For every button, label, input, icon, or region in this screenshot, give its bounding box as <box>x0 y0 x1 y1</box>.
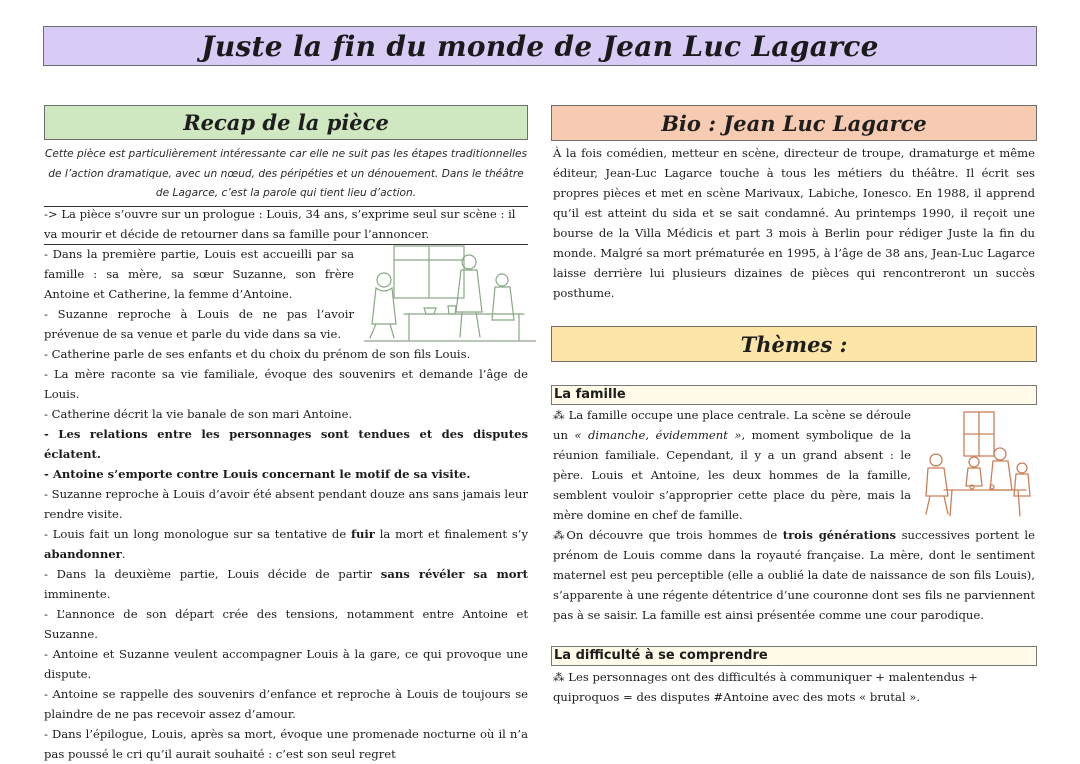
summary-line-12: - Antoine et Suzanne veulent accompagner Louis à la gare, ce qui provoque une dispute. <box>44 647 528 681</box>
famille-p2-bold: trois générations <box>782 528 897 542</box>
summary-line-7 <box>44 464 528 484</box>
bio-heading: Bio : Jean Luc Lagarce <box>661 110 927 136</box>
famille-para-1 <box>553 405 911 525</box>
summary-line-10 <box>44 564 528 604</box>
summary-line-1: - Dans la première partie, Louis est accueilli par sa famille : sa mère, sa sœur Suzanne, son frère Antoine et Catherine, la femme d’Antoine. <box>44 247 354 301</box>
famille-p1-a: ⁂ La famille occupe une place centrale. La scène se déroule un <box>553 408 911 442</box>
summary-line-13: - Antoine se rappelle des souvenirs d’enfance et reproche à Louis de toujours se plaindre de ne pas recevoir assez d’amour. <box>44 687 528 721</box>
summary-line-2: - Suzanne reproche à Louis de ne pas l’avoir prévenue de sa venue et parle du vide dans sa vie. <box>44 307 354 341</box>
summary-line-5: - Catherine décrit la vie banale de son mari Antoine. <box>44 407 353 421</box>
recap-heading: Recap de la pièce <box>183 110 389 135</box>
summary-line-10-bold: sans révéler sa mort <box>380 567 528 581</box>
summary-line-6 <box>44 424 528 464</box>
summary-line-11: - L’annonce de son départ crée des tensions, notamment entre Antoine et Suzanne. <box>44 607 528 641</box>
summary-line-10-a: - Dans la deuxième partie, Louis décide de partir <box>44 567 381 581</box>
recap-intro: Cette pièce est particulièrement intéressante car elle ne suit pas les étapes traditionnelles de l’action dramatique, avec un nœud, des péripéties et un dénouement. Dans le théâtre de Lagarce, c’est la parole qui tient lieu d’action. <box>44 145 528 207</box>
recap-heading-box <box>44 105 528 140</box>
famille-subheading: La famille <box>551 385 1037 405</box>
recap-summary <box>44 244 528 764</box>
famille-para-2 <box>553 525 1035 625</box>
title-banner <box>43 26 1037 66</box>
famille-p2-a: ⁂On découvre que trois hommes de <box>553 528 783 542</box>
summary-line-9-e: . <box>121 547 126 561</box>
summary-line-9-a: - Louis fait un long monologue sur sa tentative de <box>44 527 351 541</box>
famille-p2-c: successives portent le prénom de Louis comme dans la royauté française. La mère, dont le sentiment maternel est peu perceptible (elle a oublié la date de naissance de son fils Louis), s’apparente à une régente détentrice d’une couronne dont ses fils ne parviennent pas à se saisir. La famille est ainsi présentée comme une cour parodique. <box>553 528 1035 622</box>
bio-text: À la fois comédien, metteur en scène, directeur de troupe, dramaturge et même éditeur, Jean-Luc Lagarce touche à tous les métiers du théâtre. Il écrit ses propres pièces et met en scène Marivaux, Labiche, Ionesco. En 1988, il apprend qu’il est atteint du sida et se sait condamné. Au printemps 1990, il reçoit une bourse de la Villa Médicis et part 3 mois à Berlin pour rédiger Juste la fin du monde. Malgré sa mort prématurée en 1995, à l’âge de 38 ans, Jean-Luc Lagarce laisse derrière lui plusieurs dizaines de pièces qui rencontreront un succès posthume. <box>553 146 1035 300</box>
difficulte-para: ⁂ Les personnages ont des difficultés à communiquer + malentendus + quiproquos = des disputes #Antoine avec des mots « brutal ». <box>553 670 978 704</box>
themes-heading: Thèmes : <box>740 331 848 357</box>
bio-heading-box <box>551 105 1037 141</box>
difficulte-subheading: La difficulté à se comprendre <box>551 646 1037 666</box>
summary-line-7-bold: - Antoine s’emporte contre Louis concernant le motif de sa visite. <box>44 467 471 481</box>
recap-prologue: -> La pièce s’ouvre sur un prologue : Louis, 34 ans, s’exprime seul sur scène : il va mourir et décide de retourner dans sa famille pour l’annoncer. <box>44 204 528 245</box>
summary-line-9-fuir: fuir <box>350 527 375 541</box>
summary-line-3: - Catherine parle de ses enfants et du choix du prénom de son fils Louis. <box>44 347 471 361</box>
themes-heading-box <box>551 326 1037 362</box>
difficulte-text <box>553 667 1035 707</box>
famille-text <box>553 405 1035 625</box>
summary-line-8: - Suzanne reproche à Louis d’avoir été absent pendant douze ans sans jamais leur rendre visite. <box>44 487 528 521</box>
summary-line-10-c: imminente. <box>44 587 111 601</box>
summary-line-4: - La mère raconte sa vie familiale, évoque des souvenirs et demande l’âge de Louis. <box>44 367 528 401</box>
famille-p1-c: , moment symbolique de la réunion familiale. Cependant, il y a un grand absent : le père. Louis et Antoine, les deux hommes de la famille, semblent vouloir s’approprier cette place du père, mais la mère domine en chef de famille. <box>553 428 911 522</box>
summary-line-14: - Dans l’épilogue, Louis, après sa mort, évoque une promenade nocturne où il n’a pas poussé le cri qu’il aurait souhaité : c’est son seul regret <box>44 727 528 761</box>
famille-p1-quote: « dimanche, évidemment » <box>574 428 742 442</box>
summary-line-9 <box>44 524 528 564</box>
page-title: Juste la fin du monde de Jean Luc Lagarce <box>201 29 879 63</box>
summary-line-9-c: la mort et finalement s’y <box>374 527 528 541</box>
summary-line-9-abandonner: abandonner <box>44 547 122 561</box>
summary-line-6-bold: - Les relations entre les personnages sont tendues et des disputes éclatent. <box>44 427 528 461</box>
